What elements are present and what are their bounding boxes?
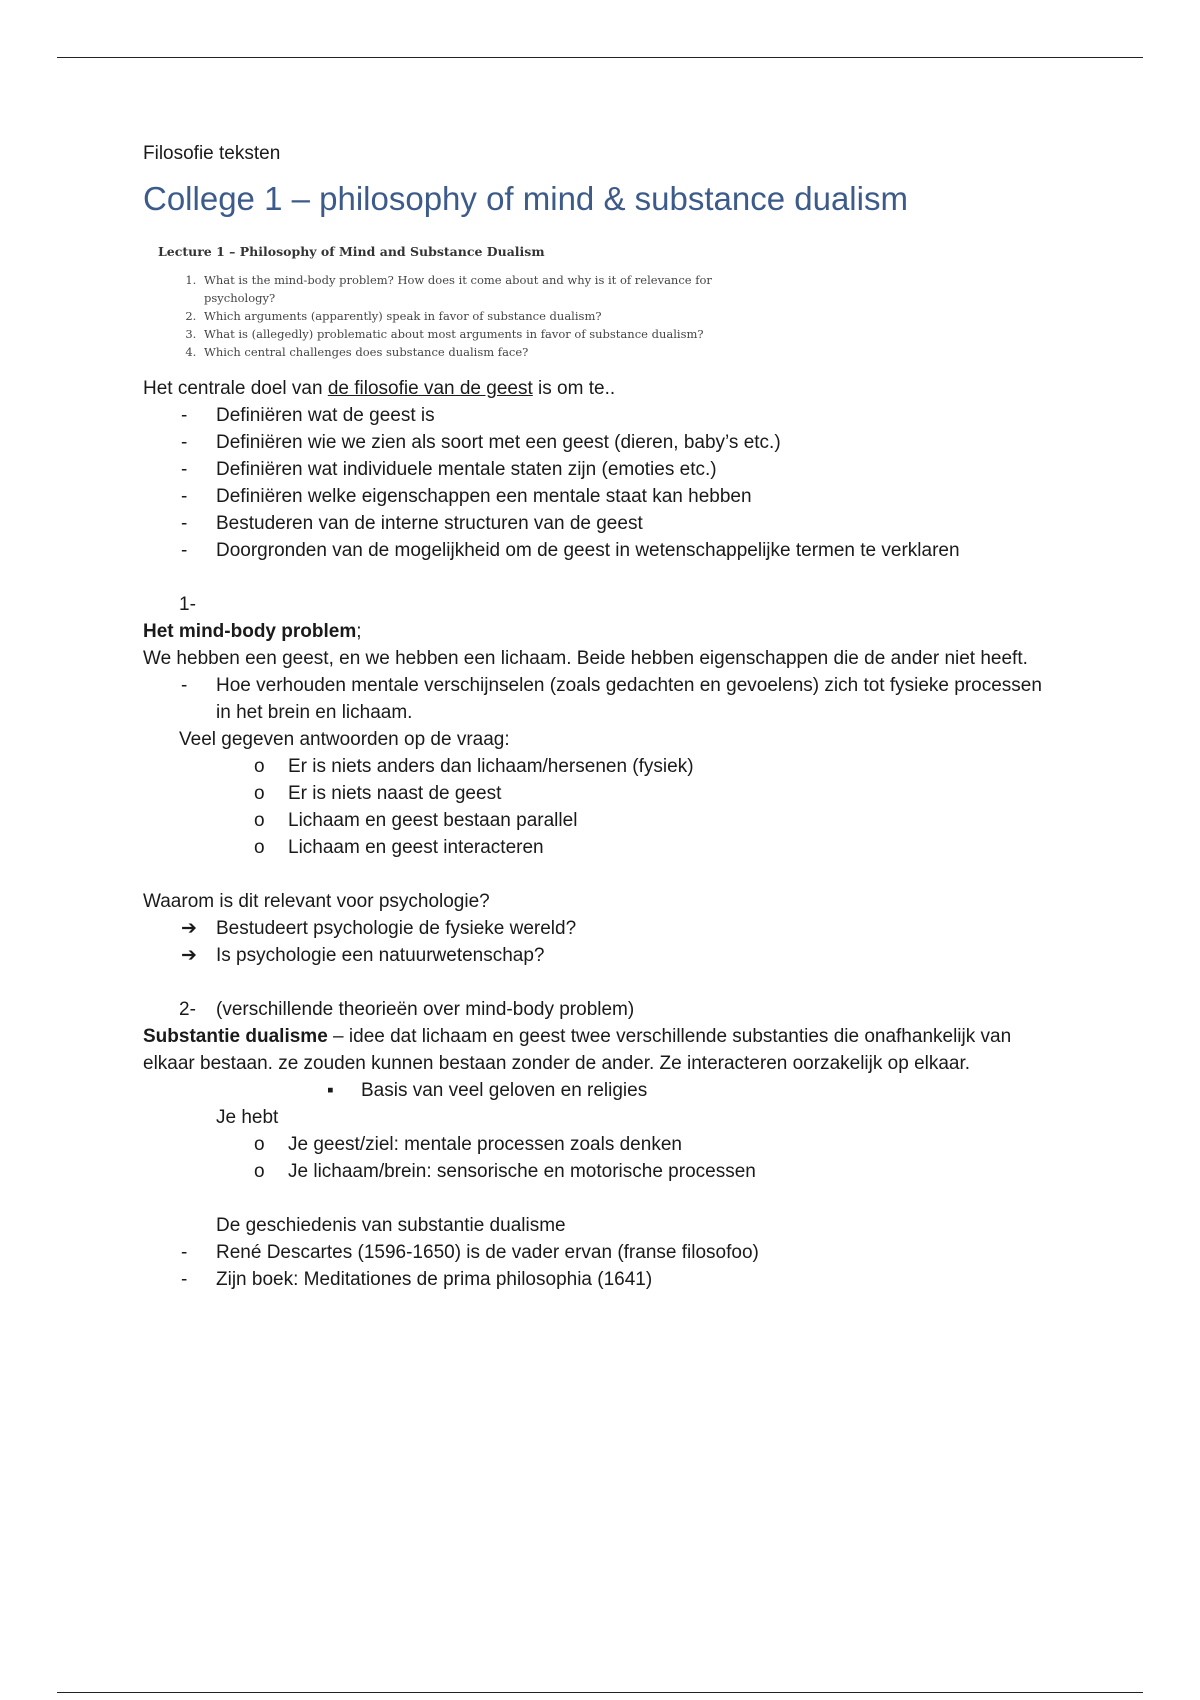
figure-question-list [158, 271, 733, 361]
section-2-subtitle: (verschillende theorieën over mind-body problem) [216, 999, 635, 1020]
section-1-number: 1- [179, 594, 196, 615]
list-item: - Definiëren welke eigenschappen een mentale staat kan hebben [143, 483, 1043, 510]
section-2-heading-line [143, 996, 1043, 1023]
figure-question: 3. What is (allegedly) problematic about most arguments in favor of substance dualism? [200, 325, 733, 343]
list-item: ▪ Basis van veel geloven en religies [143, 1077, 1043, 1104]
relevance-list [143, 915, 1043, 969]
list-item: - Hoe verhouden mentale verschijnselen (zoals gedachten en gevoelens) zich tot fysieke processen in het brein en lichaam. [143, 672, 1043, 726]
list-item: o Lichaam en geest bestaan parallel [143, 807, 1043, 834]
figure-title: Lecture 1 – Philosophy of Mind and Substance Dualism [158, 244, 545, 259]
figure-question: 1. What is the mind-body problem? How does it come about and why is it of relevance for psychology? [200, 271, 733, 307]
list-item: - Zijn boek: Meditationes de prima philosophia (1641) [143, 1266, 1043, 1293]
list-item: - Definiëren wie we zien als soort met een geest (dieren, baby’s etc.) [143, 429, 1043, 456]
page-bottom-rule [57, 1692, 1143, 1693]
section-1-heading-suffix: ; [356, 621, 362, 642]
substance-dualism-text: – idee dat lichaam en geest twee verschillende substanties die onafhankelijk van elkaar bestaan. ze zouden kunnen bestaan zonder de ander. Ze interacteren oorzakelijk op elkaar. [143, 1026, 1012, 1074]
relevance-question: Waarom is dit relevant voor psychologie? [143, 891, 490, 912]
history-list [143, 1239, 1043, 1293]
list-item: - Definiëren wat individuele mentale staten zijn (emoties etc.) [143, 456, 1043, 483]
list-item: ➔ Bestudeert psychologie de fysieke wereld? [143, 915, 1043, 942]
je-hebt-list [143, 1131, 1043, 1185]
intro-before: Het centrale doel van [143, 378, 328, 399]
section-1-paragraph: We hebben een geest, en we hebben een lichaam. Beide hebben eigenschappen die de ander niet heeft. [143, 648, 1028, 669]
list-item: ➔ Is psychologie een natuurwetenschap? [143, 942, 1043, 969]
list-item: o Lichaam en geest interacteren [143, 834, 1043, 861]
religion-bullet-list [143, 1077, 1043, 1104]
figure-question: 2. Which arguments (apparently) speak in favor of substance dualism? [200, 307, 733, 325]
list-item: o Je lichaam/brein: sensorische en motorische processen [143, 1158, 1043, 1185]
document-header-label: Filosofie teksten [143, 143, 281, 164]
list-item: - Definiëren wat de geest is [143, 402, 1043, 429]
document-title: College 1 – philosophy of mind & substance dualism [143, 180, 908, 217]
list-item: - René Descartes (1596-1650) is de vader ervan (franse filosofoo) [143, 1239, 1043, 1266]
document-body [143, 140, 1043, 1293]
substance-dualism-term: Substantie dualisme [143, 1026, 328, 1047]
list-item: o Er is niets naast de geest [143, 780, 1043, 807]
list-item: o Je geest/ziel: mentale processen zoals denken [143, 1131, 1043, 1158]
intro-underlined-term: de filosofie van de geest [327, 378, 533, 399]
answers-label: Veel gegeven antwoorden op de vraag: [179, 729, 510, 750]
intro-sentence [143, 375, 1043, 402]
intro-goal-list [143, 402, 1043, 564]
list-item: - Doorgronden van de mogelijkheid om de geest in wetenschappelijke termen te verklaren [143, 537, 1043, 564]
lecture-questions-figure [158, 243, 733, 361]
history-label: De geschiedenis van substantie dualisme [216, 1215, 566, 1236]
page-top-rule [57, 57, 1143, 58]
je-hebt-label: Je hebt [216, 1107, 279, 1128]
section-1-heading-line [143, 618, 1043, 645]
substance-dualism-definition [143, 1023, 1043, 1077]
section-2-number: 2- [179, 999, 196, 1020]
list-item: o Er is niets anders dan lichaam/hersenen (fysiek) [143, 753, 1043, 780]
figure-question: 4. Which central challenges does substance dualism face? [200, 343, 733, 361]
list-item: - Bestuderen van de interne structuren van de geest [143, 510, 1043, 537]
section-1-heading: Het mind-body problem [143, 621, 357, 642]
answers-list [143, 753, 1043, 861]
section-1-question-list [143, 672, 1043, 726]
intro-after: is om te.. [532, 378, 616, 399]
